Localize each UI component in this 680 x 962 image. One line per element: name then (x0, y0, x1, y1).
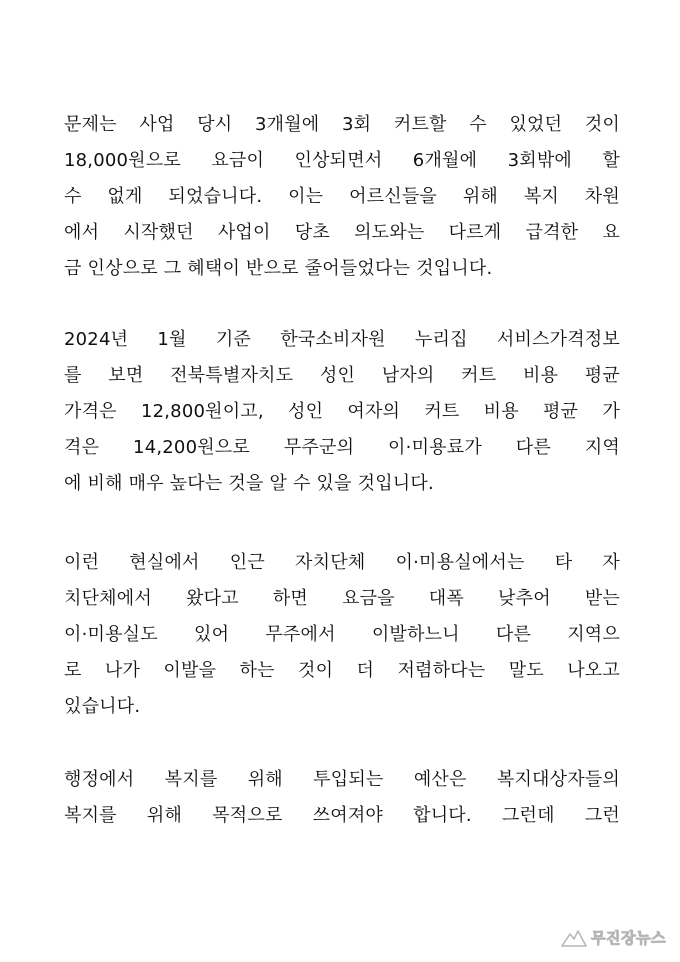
text-line: 를 보면 전북특별자치도 성인 남자의 커트 비용 평균 (64, 365, 620, 386)
text-line: 가격은 12,800원이고, 성인 여자의 커트 비용 평균 가 (64, 401, 620, 422)
text-line: 18,000원으로 요금이 인상되면서 6개월에 3회밖에 할 (64, 150, 620, 171)
text-line: 에 비해 매우 높다는 것을 알 수 있을 것입니다. (64, 473, 434, 494)
paragraph-4 (64, 762, 620, 834)
text-line: 금 인상으로 그 혜택이 반으로 줄어들었다는 것입니다. (64, 258, 493, 279)
text-line: 에서 시작했던 사업이 당초 의도와는 다르게 급격한 요 (64, 222, 620, 243)
paragraph-3 (64, 545, 620, 725)
paragraph-2 (64, 322, 620, 502)
watermark (561, 924, 666, 950)
text-line: 2024년 1월 기준 한국소비자원 누리집 서비스가격정보 (64, 329, 620, 350)
text-line: 있습니다. (64, 696, 141, 717)
mountain-logo-icon (561, 926, 587, 948)
text-line: 수 없게 되었습니다. 이는 어르신들을 위해 복지 차원 (64, 186, 620, 207)
text-line: 로 나가 이발을 하는 것이 더 저렴하다는 말도 나오고 (64, 660, 620, 681)
text-line: 격은 14,200원으로 무주군의 이·미용료가 다른 지역 (64, 437, 620, 458)
text-line: 이런 현실에서 인근 자치단체 이·미용실에서는 타 자 (64, 552, 620, 573)
text-line: 치단체에서 왔다고 하면 요금을 대폭 낮추어 받는 (64, 588, 620, 609)
paragraph-1 (64, 107, 620, 287)
text-line: 행정에서 복지를 위해 투입되는 예산은 복지대상자들의 (64, 769, 620, 790)
text-line: 복지를 위해 목적으로 쓰여져야 합니다. 그런데 그런 (64, 805, 620, 826)
text-line: 이·미용실도 있어 무주에서 이발하느니 다른 지역으 (64, 624, 620, 645)
watermark-text: 무진장뉴스 (591, 928, 666, 947)
text-line: 문제는 사업 당시 3개월에 3회 커트할 수 있었던 것이 (64, 114, 620, 135)
